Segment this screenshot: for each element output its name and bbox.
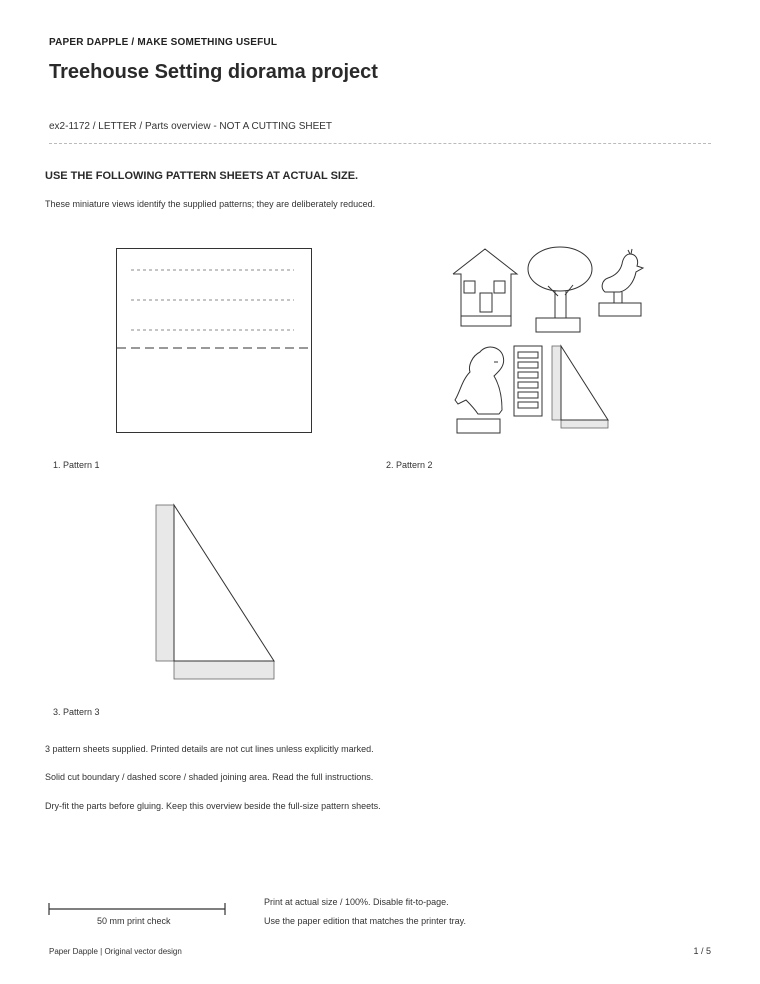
note-sheets-supplied: 3 pattern sheets supplied. Printed details are not cut lines unless explicitly marked. [45, 744, 374, 754]
header-divider [49, 143, 711, 144]
print-note-paper-edition: Use the paper edition that matches the printer tray. [264, 916, 466, 926]
pattern-1-caption: 1. Pattern 1 [53, 460, 100, 470]
page-number: 1 / 5 [693, 946, 711, 956]
scale-bar-label: 50 mm print check [97, 916, 171, 926]
page-title: Treehouse Setting diorama project [49, 61, 378, 83]
note-dry-fit: Dry-fit the parts before gluing. Keep this overview beside the full-size pattern sheets. [45, 801, 381, 811]
pattern-3-caption: 3. Pattern 3 [53, 707, 100, 717]
footer-credit: Paper Dapple | Original vector design [49, 947, 182, 956]
section-heading: USE THE FOLLOWING PATTERN SHEETS AT ACTUAL SIZE. [45, 170, 359, 182]
section-intro: These miniature views identify the supplied patterns; they are deliberately reduced. [45, 199, 376, 209]
brand-line: PAPER DAPPLE / MAKE SOMETHING USEFUL [49, 37, 278, 48]
pattern-2-caption: 2. Pattern 2 [386, 460, 433, 470]
note-line-legend: Solid cut boundary / dashed score / shaded joining area. Read the full instructions. [45, 772, 374, 782]
print-note-actual-size: Print at actual size / 100%. Disable fit-to-page. [264, 897, 449, 907]
document-meta: ex2-1172 / LETTER / Parts overview - NOT A CUTTING SHEET [49, 121, 333, 132]
